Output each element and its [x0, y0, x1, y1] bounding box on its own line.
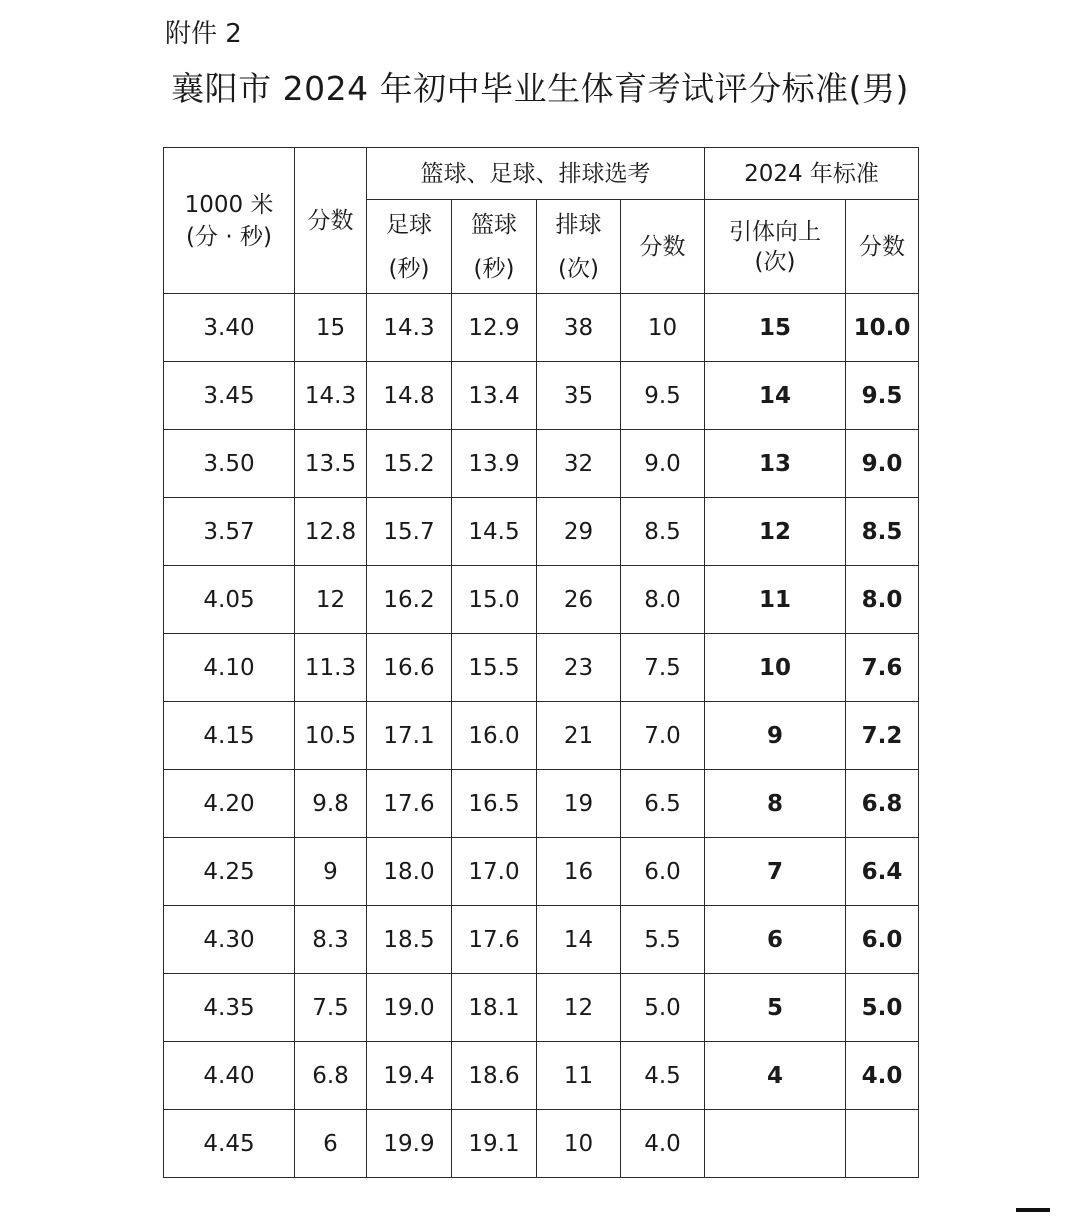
header-ball-score-label: 分数	[639, 233, 686, 260]
cell-run-time: 4.15	[164, 702, 295, 770]
cell-run-time: 4.05	[164, 566, 295, 634]
cell-basketball: 15.0	[452, 566, 537, 634]
cell-volleyball: 32	[537, 430, 621, 498]
corner-mark	[1016, 1208, 1050, 1212]
cell-volleyball: 29	[537, 498, 621, 566]
cell-football: 17.6	[367, 770, 452, 838]
header-volleyball-line1: 排球	[555, 211, 602, 238]
cell-basketball: 18.6	[452, 1042, 537, 1110]
cell-basketball: 18.1	[452, 974, 537, 1042]
table-row	[164, 1042, 919, 1110]
cell-ball-score: 4.0	[621, 1110, 705, 1178]
cell-run-time: 4.30	[164, 906, 295, 974]
cell-pullup-score: 9.5	[846, 362, 919, 430]
header-football	[367, 200, 452, 294]
header-pullup-line2: (次)	[754, 248, 796, 275]
document-title: 襄阳市 2024 年初中毕业生体育考试评分标准(男)	[171, 69, 909, 108]
cell-run-time: 3.57	[164, 498, 295, 566]
cell-volleyball: 26	[537, 566, 621, 634]
cell-football: 19.9	[367, 1110, 452, 1178]
cell-pullup: 4	[705, 1042, 846, 1110]
cell-run-time: 3.50	[164, 430, 295, 498]
header-run-line2: (分 · 秒)	[186, 223, 272, 250]
cell-pullup-score: 7.6	[846, 634, 919, 702]
cell-pullup: 8	[705, 770, 846, 838]
cell-pullup-score: 6.0	[846, 906, 919, 974]
header-basketball-line2: (秒)	[473, 255, 515, 282]
cell-pullup: 12	[705, 498, 846, 566]
header-volleyball-line2: (次)	[558, 255, 599, 282]
cell-pullup	[705, 1110, 846, 1178]
cell-pullup-score: 4.0	[846, 1042, 919, 1110]
cell-ball-score: 7.5	[621, 634, 705, 702]
header-pullup-line1: 引体向上	[729, 218, 821, 245]
cell-ball-score: 9.0	[621, 430, 705, 498]
cell-volleyball: 21	[537, 702, 621, 770]
cell-football: 14.8	[367, 362, 452, 430]
cell-ball-score: 8.0	[621, 566, 705, 634]
cell-football: 16.2	[367, 566, 452, 634]
cell-run-score: 12.8	[295, 498, 367, 566]
table-row	[164, 498, 919, 566]
cell-basketball: 14.5	[452, 498, 537, 566]
header-volleyball	[537, 200, 621, 294]
cell-ball-score: 4.5	[621, 1042, 705, 1110]
header-basketball	[452, 200, 537, 294]
cell-pullup: 6	[705, 906, 846, 974]
cell-run-time: 4.45	[164, 1110, 295, 1178]
cell-volleyball: 23	[537, 634, 621, 702]
cell-basketball: 16.5	[452, 770, 537, 838]
table-row	[164, 294, 919, 362]
cell-volleyball: 38	[537, 294, 621, 362]
cell-ball-score: 6.0	[621, 838, 705, 906]
cell-pullup-score: 5.0	[846, 974, 919, 1042]
cell-pullup: 7	[705, 838, 846, 906]
cell-run-score: 8.3	[295, 906, 367, 974]
cell-football: 19.4	[367, 1042, 452, 1110]
cell-basketball: 16.0	[452, 702, 537, 770]
cell-volleyball: 11	[537, 1042, 621, 1110]
header-ball-score	[621, 200, 705, 294]
cell-football: 17.1	[367, 702, 452, 770]
cell-pullup-score: 10.0	[846, 294, 919, 362]
table-row	[164, 974, 919, 1042]
cell-football: 15.2	[367, 430, 452, 498]
cell-run-time: 3.40	[164, 294, 295, 362]
cell-ball-score: 10	[621, 294, 705, 362]
cell-run-time: 4.25	[164, 838, 295, 906]
cell-volleyball: 16	[537, 838, 621, 906]
cell-ball-score: 6.5	[621, 770, 705, 838]
cell-run-score: 9.8	[295, 770, 367, 838]
cell-football: 18.0	[367, 838, 452, 906]
cell-run-score: 10.5	[295, 702, 367, 770]
cell-run-time: 4.35	[164, 974, 295, 1042]
cell-football: 14.3	[367, 294, 452, 362]
cell-pullup-score: 6.8	[846, 770, 919, 838]
cell-pullup-score: 7.2	[846, 702, 919, 770]
cell-football: 19.0	[367, 974, 452, 1042]
table-row	[164, 634, 919, 702]
cell-ball-score: 5.0	[621, 974, 705, 1042]
cell-football: 16.6	[367, 634, 452, 702]
cell-run-score: 12	[295, 566, 367, 634]
header-football-line1: 足球	[386, 211, 432, 238]
cell-pullup: 13	[705, 430, 846, 498]
cell-run-score: 6	[295, 1110, 367, 1178]
cell-run-time: 4.10	[164, 634, 295, 702]
table-row	[164, 906, 919, 974]
cell-basketball: 12.9	[452, 294, 537, 362]
cell-volleyball: 10	[537, 1110, 621, 1178]
cell-ball-score: 5.5	[621, 906, 705, 974]
cell-pullup: 10	[705, 634, 846, 702]
cell-run-time: 3.45	[164, 362, 295, 430]
header-standard-2024-label: 2024 年标准	[744, 160, 879, 187]
cell-basketball: 17.0	[452, 838, 537, 906]
cell-basketball: 17.6	[452, 906, 537, 974]
cell-run-time: 4.20	[164, 770, 295, 838]
header-run-line1: 1000 米	[184, 191, 274, 218]
cell-run-score: 9	[295, 838, 367, 906]
table-row	[164, 770, 919, 838]
header-football-line2: (秒)	[388, 255, 430, 282]
cell-basketball: 13.9	[452, 430, 537, 498]
attachment-label: 附件 2	[165, 19, 242, 49]
cell-run-score: 13.5	[295, 430, 367, 498]
cell-pullup-score: 9.0	[846, 430, 919, 498]
cell-pullup: 9	[705, 702, 846, 770]
table-row	[164, 430, 919, 498]
header-pullup-score	[846, 200, 919, 294]
header-basketball-line1: 篮球	[471, 211, 517, 238]
cell-pullup-score: 6.4	[846, 838, 919, 906]
cell-pullup-score	[846, 1110, 919, 1178]
table-row	[164, 838, 919, 906]
header-run-1000m	[164, 148, 295, 294]
cell-run-score: 15	[295, 294, 367, 362]
header-run-score	[295, 148, 367, 294]
cell-run-time: 4.40	[164, 1042, 295, 1110]
header-pullup	[705, 200, 846, 294]
header-standard-2024	[705, 148, 919, 200]
table-row	[164, 1110, 919, 1178]
cell-run-score: 7.5	[295, 974, 367, 1042]
cell-ball-score: 8.5	[621, 498, 705, 566]
cell-basketball: 15.5	[452, 634, 537, 702]
header-pullup-score-label: 分数	[859, 233, 905, 260]
cell-ball-score: 9.5	[621, 362, 705, 430]
cell-volleyball: 19	[537, 770, 621, 838]
header-row-1	[164, 148, 919, 200]
cell-pullup: 5	[705, 974, 846, 1042]
cell-volleyball: 35	[537, 362, 621, 430]
cell-pullup: 15	[705, 294, 846, 362]
cell-basketball: 19.1	[452, 1110, 537, 1178]
header-run-score-label: 分数	[307, 207, 354, 234]
cell-pullup: 14	[705, 362, 846, 430]
table-row	[164, 566, 919, 634]
cell-run-score: 14.3	[295, 362, 367, 430]
table-row	[164, 702, 919, 770]
table-row	[164, 362, 919, 430]
cell-pullup-score: 8.0	[846, 566, 919, 634]
cell-run-score: 11.3	[295, 634, 367, 702]
scoring-standard-table	[163, 147, 919, 1178]
cell-football: 18.5	[367, 906, 452, 974]
cell-pullup: 11	[705, 566, 846, 634]
cell-run-score: 6.8	[295, 1042, 367, 1110]
cell-pullup-score: 8.5	[846, 498, 919, 566]
cell-football: 15.7	[367, 498, 452, 566]
header-ball-group-label: 篮球、足球、排球选考	[420, 160, 651, 187]
cell-volleyball: 14	[537, 906, 621, 974]
cell-volleyball: 12	[537, 974, 621, 1042]
cell-ball-score: 7.0	[621, 702, 705, 770]
header-ball-group	[367, 148, 705, 200]
cell-basketball: 13.4	[452, 362, 537, 430]
